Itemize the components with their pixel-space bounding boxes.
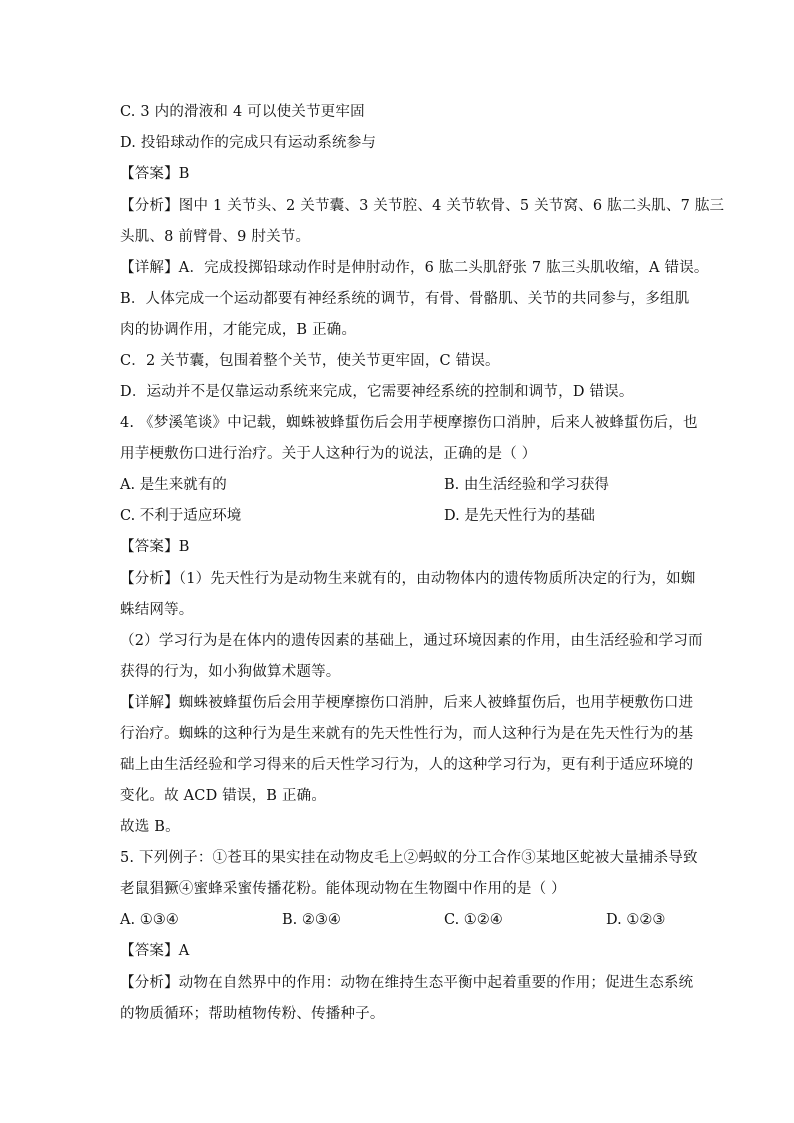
q5-analysis-line-1: 【分析】动物在自然界中的作用：动物在维持生态平衡中起着重要的作用；促进生态系统 <box>120 975 694 991</box>
q4-analysis-line-2: 蛛结网等。 <box>120 602 194 618</box>
q5-analysis-line-2: 的物质循环；帮助植物传粉、传播种子。 <box>120 1006 385 1022</box>
q3-detail-line-4: C．2 关节囊，包围着整个关节，使关节更牢固，C 错误。 <box>120 353 500 369</box>
q4-detail-line-3: 础上由生活经验和学习得来的后天性学习行为，人的这种学习行为，更有利于适应环境的 <box>120 757 694 773</box>
q3-analysis-line-2: 头肌、8 前臂骨、9 肘关节。 <box>120 229 311 245</box>
q4-option-b: B. 由生活经验和学习获得 <box>444 477 609 493</box>
q3-answer: 【答案】B <box>120 166 190 182</box>
q3-option-d: D. 投铅球动作的完成只有运动系统参与 <box>120 135 377 151</box>
q4-detail-line-1: 【详解】蜘蛛被蜂蜇伤后会用芋梗摩擦伤口消肿，后来人被蜂蜇伤后，也用芋梗敷伤口进 <box>120 695 694 711</box>
q5-option-d: D. ①②③ <box>606 912 666 928</box>
q3-detail-line-5: D．运动并不是仅靠运动系统来完成，它需要神经系统的控制和调节，D 错误。 <box>120 384 634 400</box>
q5-answer: 【答案】A <box>120 943 190 959</box>
q5-stem-line-1: 5. 下列例子：①苍耳的果实挂在动物皮毛上②蚂蚁的分工合作③某地区蛇被大量捕杀导致 <box>120 850 698 866</box>
q5-option-b: B. ②③④ <box>282 912 341 928</box>
q5-stem-line-2: 老鼠猖獗④蜜蜂采蜜传播花粉。能体现动物在生物圈中作用的是（ ） <box>120 881 566 897</box>
q4-option-a: A. 是生来就有的 <box>120 477 227 493</box>
q4-analysis-line-1: 【分析】（1）先天性行为是动物生来就有的，由动物体内的遗传物质所决定的行为，如蜘 <box>120 571 696 587</box>
q4-option-c: C. 不利于适应环境 <box>120 508 242 524</box>
q4-conclusion: 故选 B。 <box>120 819 180 835</box>
q5-option-c: C. ①②④ <box>444 912 503 928</box>
q4-option-d: D. 是先天性行为的基础 <box>444 508 595 524</box>
q4-analysis-line-4: 获得的行为，如小狗做算术题等。 <box>120 664 341 680</box>
q4-analysis-line-3: （2）学习行为是在体内的遗传因素的基础上，通过环境因素的作用，由生活经验和学习而 <box>120 633 703 649</box>
q3-detail-line-2: B．人体完成一个运动都要有神经系统的调节，有骨、骨骼肌、关节的共同参与，多组肌 <box>120 291 690 307</box>
q4-detail-line-2: 行治疗。蜘蛛的这种行为是生来就有的先天性性行为，而人这种行为是在先天性行为的基 <box>120 726 694 742</box>
q3-detail-line-1: 【详解】A．完成投掷铅球动作时是伸肘动作，6 肱二头肌舒张 7 肱三头肌收缩，A 错误。 <box>120 260 709 276</box>
q4-stem-line-2: 用芋梗敷伤口进行治疗。关于人这种行为的说法，正确的是（ ） <box>120 446 537 462</box>
q3-option-c: C. 3 内的滑液和 4 可以使关节更牢固 <box>120 104 365 120</box>
q4-stem-line-1: 4. 《梦溪笔谈》中记载，蜘蛛被蜂蜇伤后会用芋梗摩擦伤口消肿，后来人被蜂蜇伤后，也 <box>120 415 698 431</box>
q4-answer: 【答案】B <box>120 539 190 555</box>
q4-detail-line-4: 变化。故 ACD 错误，B 正确。 <box>120 788 327 804</box>
q3-detail-line-3: 肉的协调作用，才能完成，B 正确。 <box>120 322 357 338</box>
q3-analysis-line-1: 【分析】图中 1 关节头、2 关节囊、3 关节腔、4 关节软骨、5 关节窝、6 肱二头肌、7 肱三 <box>120 198 725 214</box>
q5-option-a: A. ①③④ <box>120 912 179 928</box>
